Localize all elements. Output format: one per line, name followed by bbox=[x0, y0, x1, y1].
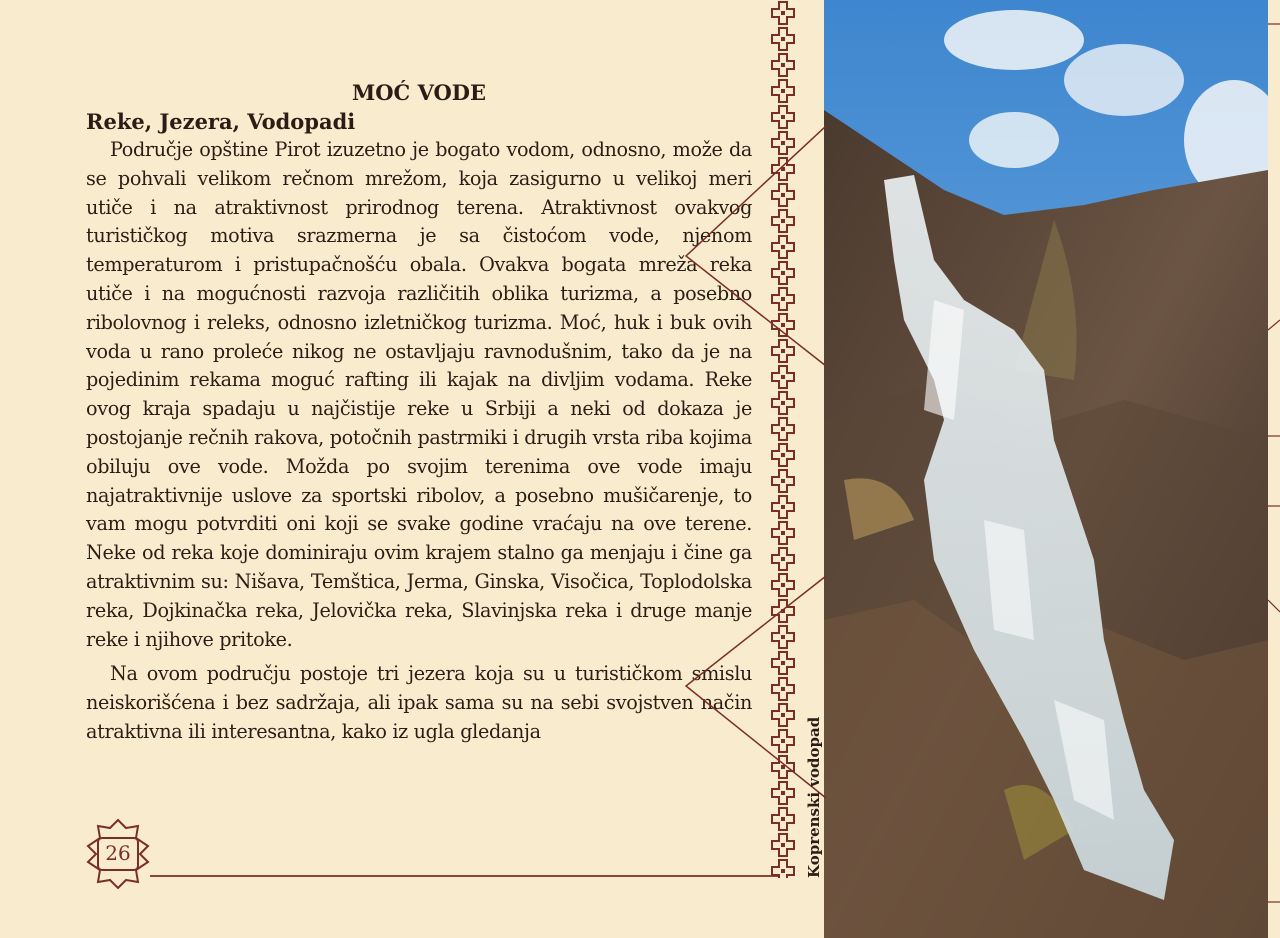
paragraph-rivers: Područje opštine Pirot izuzetno je bogato vodom, odnosno, može da se pohvali velikom rečnom mrežom, koja zasigurno u velikoj meri utiče i na atraktivnost prirodnog terena. Atraktivnost ovakvog turističkog motiva srazmerna je sa čistoćom vode, njenom temperaturom i pristupačnošću obala. Ovakva bogata mreža reka utiče i na mogućnosti razvoja različitih oblika turizma, a posebno ribolovnog i releks, odnosno izletničkog turizma. Moć, huk i buk ovih voda u rano proleće nikog ne ostavljaju ravnodušnim, tako da je na pojedinim rekama moguć rafting ili kajak na divljim vodama. Reke ovog kraja spadaju u najčistije reke u Srbiji a neki od dokaza je postojanje rečnih rakova, potočnih pastrmiki i drugih vrsta riba kojima obiluju ove vode. Možda po svojim terenima ove vode imaju najatraktivnije uslove za sportski ribolov, a posebno mušičarenje, to vam mogu potvrditi oni koji se svake godine vraćaju na ove terene. Neke od reka koje dominiraju ovim krajem stalno ga menjaju i čine ga atraktivnim su: Nišava, Temštica, Jerma, Ginska, Visočica, Toplodolska reka, Dojkinačka reka, Jelovička reka, Slavinjska reka i druge manje reke i njihove pritoke. bbox=[86, 138, 752, 651]
section-subtitle: Reke, Jezera, Vodopadi bbox=[86, 109, 356, 134]
photo-caption: Koprenski vodopad bbox=[805, 716, 823, 878]
page-title: MOĆ VODE bbox=[352, 80, 486, 105]
paragraph-lakes: Na ovom području postoje tri jezera koja su u turističkom smislu neiskorišćena i bez sadržaja, ali ipak sama su na sebi svojstven način atraktivna ili interesantna, kako iz ugla gledanja bbox=[86, 662, 752, 743]
page-number: 26 bbox=[105, 841, 131, 865]
